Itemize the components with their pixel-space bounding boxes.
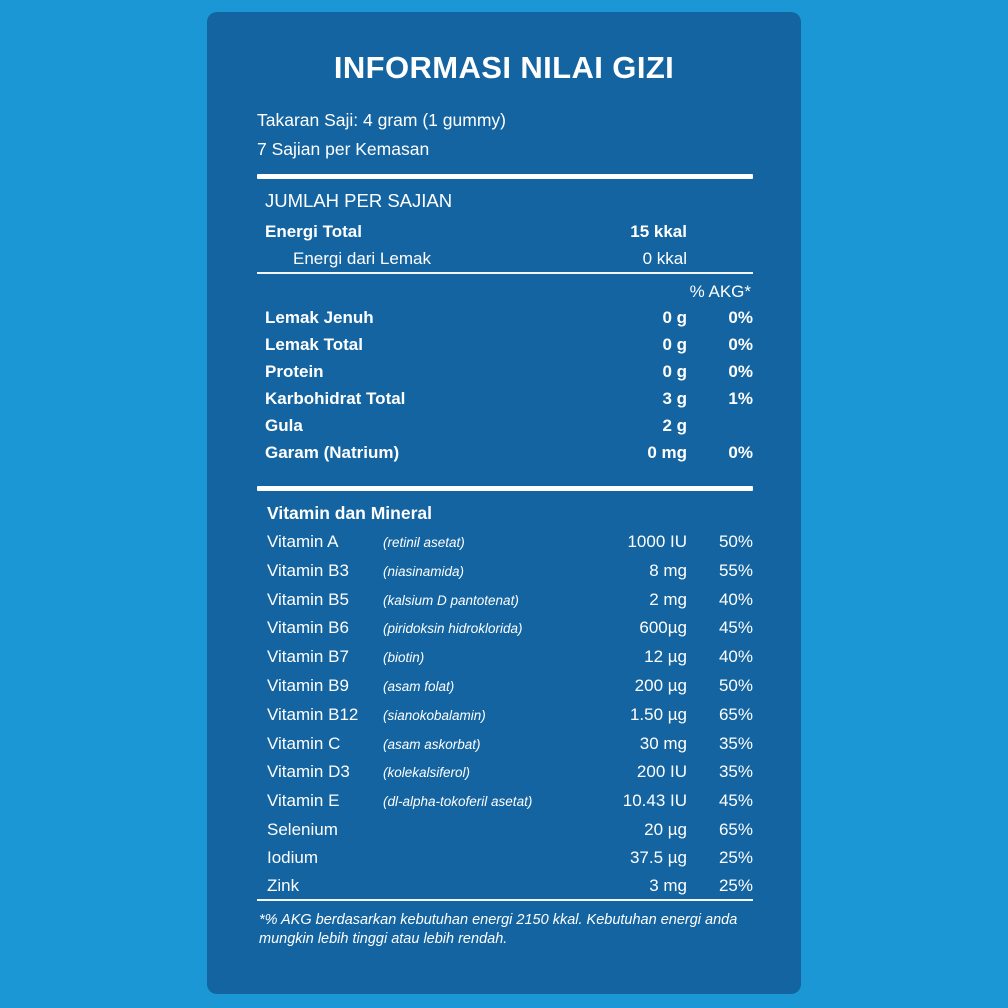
vitamin-amount: 3 mg [649, 875, 687, 895]
row-label: Garam (Natrium) [265, 443, 400, 462]
table-row [257, 787, 753, 816]
vitamin-source: (retinil asetat) [383, 535, 465, 550]
vitamin-source: (niasinamida) [383, 563, 465, 579]
row-value: 0 g [662, 362, 687, 381]
row-value: 15 kkal [630, 222, 687, 241]
per-serving-heading: JUMLAH PER SAJIAN [265, 190, 453, 211]
vitamin-amount: 2 mg [649, 589, 687, 609]
row-value: 0 kkal [642, 249, 687, 268]
vitamin-name: Zink [267, 875, 300, 895]
table-row [257, 331, 753, 358]
vitamin-percent: 50% [718, 675, 753, 695]
table-row [257, 701, 753, 730]
vitamin-source: (biotin) [383, 650, 425, 666]
table-row [257, 385, 753, 412]
energy-rows-group [257, 218, 753, 272]
row-label: Karbohidrat Total [265, 389, 406, 408]
vitamin-name: Selenium [267, 819, 338, 839]
vitamins-heading: Vitamin dan Mineral [267, 503, 432, 523]
akg-column-header [257, 280, 753, 304]
vitamin-amount: 37.5 µg [629, 847, 687, 867]
vitamin-amount: 200 µg [634, 675, 687, 695]
vitamin-name: Vitamin B5 [267, 589, 349, 609]
table-row [257, 844, 753, 872]
vitamin-name: Vitamin E [267, 791, 340, 811]
vitamin-name: Iodium [267, 847, 319, 867]
vitamin-percent: 65% [718, 704, 753, 724]
vitamin-percent: 35% [718, 733, 753, 753]
vitamin-source: (kalsium D pantotenat) [383, 592, 519, 608]
vitamin-name: Vitamin B7 [267, 647, 349, 667]
vitamin-rows-group [257, 528, 753, 899]
vitamin-name: Vitamin B12 [267, 704, 359, 724]
vitamin-percent: 35% [718, 762, 753, 782]
vitamin-amount: 20 µg [644, 819, 687, 839]
table-row [257, 672, 753, 701]
vitamin-percent: 25% [718, 875, 753, 895]
vitamin-source: (sianokobalamin) [383, 707, 486, 723]
row-value: 0 g [662, 335, 687, 354]
row-label: Energi Total [265, 222, 362, 241]
vitamin-name: Vitamin A [267, 532, 339, 551]
vitamin-percent: 40% [718, 647, 753, 667]
vitamin-percent: 55% [718, 560, 753, 580]
row-value: 0 mg [647, 443, 687, 462]
vitamin-percent: 45% [718, 618, 753, 638]
vitamin-percent: 45% [718, 791, 753, 811]
row-percent: 0% [728, 443, 753, 462]
footnote-text: *% AKG berdasarkan kebutuhan energi 2150 kkal. Kebutuhan energi anda mungkin lebih tinggi atau lebih rendah. [259, 912, 738, 948]
vitamin-percent: 40% [718, 589, 753, 609]
vitamin-amount: 1.50 µg [629, 704, 687, 724]
serving-size-line: Takaran Saji: 4 gram (1 gummy) [257, 110, 506, 130]
row-value: 0 g [662, 308, 687, 327]
vitamin-name: Vitamin B3 [267, 560, 349, 580]
vitamin-amount: 200 IU [636, 762, 687, 782]
vitamin-source: (piridoksin hidroklorida) [383, 621, 523, 637]
row-label: Protein [265, 362, 324, 381]
table-row [257, 218, 753, 245]
akg-header-spacer [265, 280, 593, 304]
divider-thick-nutrients [257, 486, 753, 491]
nutrient-rows-group [257, 304, 753, 466]
vitamin-amount: 1000 IU [627, 532, 687, 551]
table-row [257, 412, 753, 439]
vitamin-percent: 65% [718, 819, 753, 839]
table-row [257, 816, 753, 844]
vitamin-amount: 10.43 IU [622, 791, 687, 811]
vitamin-source: (kolekalsiferol) [383, 765, 471, 781]
vitamin-name: Vitamin C [267, 733, 341, 753]
vitamin-amount: 30 mg [639, 733, 687, 753]
divider-thin-footnote [257, 899, 753, 901]
table-row [257, 304, 753, 331]
row-label: Energi dari Lemak [293, 249, 431, 268]
table-row [257, 358, 753, 385]
vitamin-name: Vitamin B9 [267, 675, 349, 695]
vitamin-source: (asam folat) [383, 678, 455, 694]
nutrition-facts-panel [207, 12, 801, 994]
vitamin-percent: 25% [718, 847, 753, 867]
vitamin-source: (dl-alpha-tokoferil asetat) [383, 794, 533, 810]
row-label: Lemak Total [265, 335, 363, 354]
table-row [257, 730, 753, 759]
row-percent: 0% [728, 362, 753, 381]
page-title: INFORMASI NILAI GIZI [333, 50, 675, 85]
vitamin-amount: 600µg [639, 618, 687, 638]
row-label: Lemak Jenuh [265, 308, 374, 327]
row-value: 2 g [662, 416, 687, 435]
row-percent: 1% [728, 389, 753, 408]
spacer-before-nutrient-divider [257, 466, 753, 474]
servings-per-container-line: 7 Sajian per Kemasan [257, 139, 430, 159]
table-row [257, 872, 753, 900]
table-row [257, 557, 753, 586]
divider-thin-energy [257, 272, 753, 274]
table-row [257, 758, 753, 787]
row-percent: 0% [728, 335, 753, 354]
row-percent: 0% [728, 308, 753, 327]
table-row [257, 614, 753, 643]
row-value: 3 g [662, 389, 687, 408]
table-row [257, 586, 753, 615]
table-row [257, 528, 753, 557]
vitamin-percent: 50% [718, 532, 753, 551]
vitamin-amount: 12 µg [644, 647, 687, 667]
table-row [257, 245, 753, 272]
divider-thick-top [257, 174, 753, 179]
nutrition-content [257, 104, 753, 949]
table-row [257, 643, 753, 672]
vitamin-source: (asam askorbat) [383, 736, 481, 752]
vitamin-name: Vitamin D3 [267, 762, 350, 782]
vitamin-name: Vitamin B6 [267, 618, 349, 638]
akg-header-label: % AKG* [689, 282, 751, 301]
vitamin-amount: 8 mg [649, 560, 687, 580]
row-label: Gula [265, 416, 303, 435]
table-row [257, 439, 753, 466]
